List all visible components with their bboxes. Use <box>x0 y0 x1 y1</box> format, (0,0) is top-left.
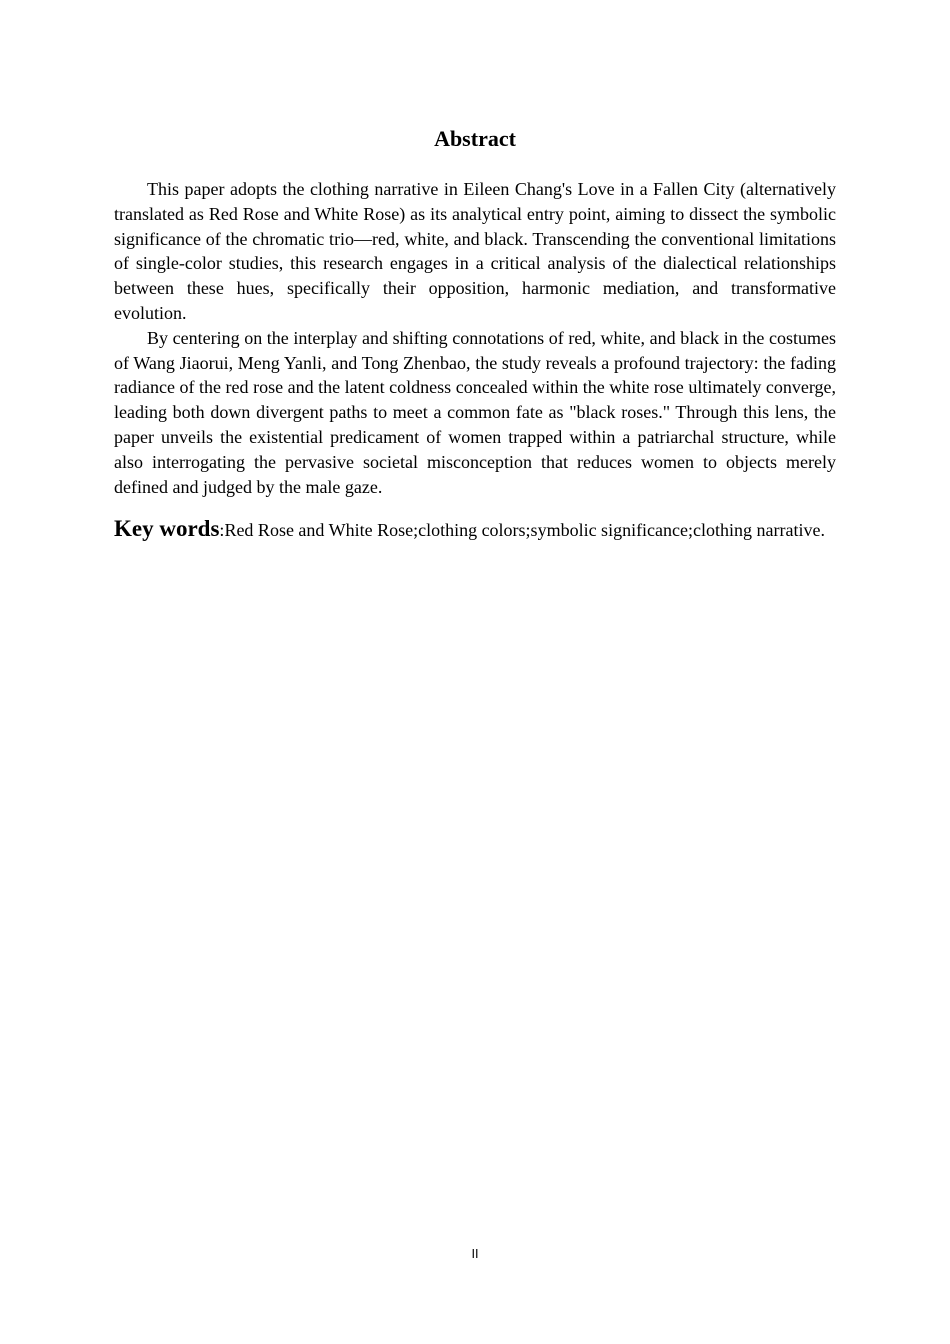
abstract-paragraph-1: This paper adopts the clothing narrative in Eileen Chang's Love in a Fallen City (alternatively translated as Red Rose and White Rose) as its analytical entry point, aiming to dissect the symbolic significance of the chromatic trio—red, white, and black. Transcending the conventional limitations of single-color studies, this research engages in a critical analysis of the dialectical relationships between these hues, specifically their opposition, harmonic mediation, and transformative evolution. <box>114 179 836 323</box>
keywords-line <box>114 511 836 548</box>
abstract-heading: Abstract <box>434 126 516 151</box>
abstract-body <box>114 177 836 499</box>
keywords-separator: : <box>219 520 225 540</box>
page-number: II <box>471 1247 479 1261</box>
abstract-paragraph-2: By centering on the interplay and shifting connotations of red, white, and black in the costumes of Wang Jiaorui, Meng Yanli, and Tong Zhenbao, the study reveals a profound trajectory: the fading radiance of the red rose and the latent coldness concealed within the white rose ultimately converge, leading both down divergent paths to meet a common fate as "black roses." Through this lens, the paper unveils the existential predicament of women trapped within a patriarchal structure, while also interrogating the pervasive societal misconception that reduces women to objects merely defined and judged by the male gaze. <box>114 327 836 497</box>
keywords-label: Key words <box>114 516 220 541</box>
keywords-text: Red Rose and White Rose;clothing colors;symbolic significance;clothing narrative. <box>224 520 825 540</box>
